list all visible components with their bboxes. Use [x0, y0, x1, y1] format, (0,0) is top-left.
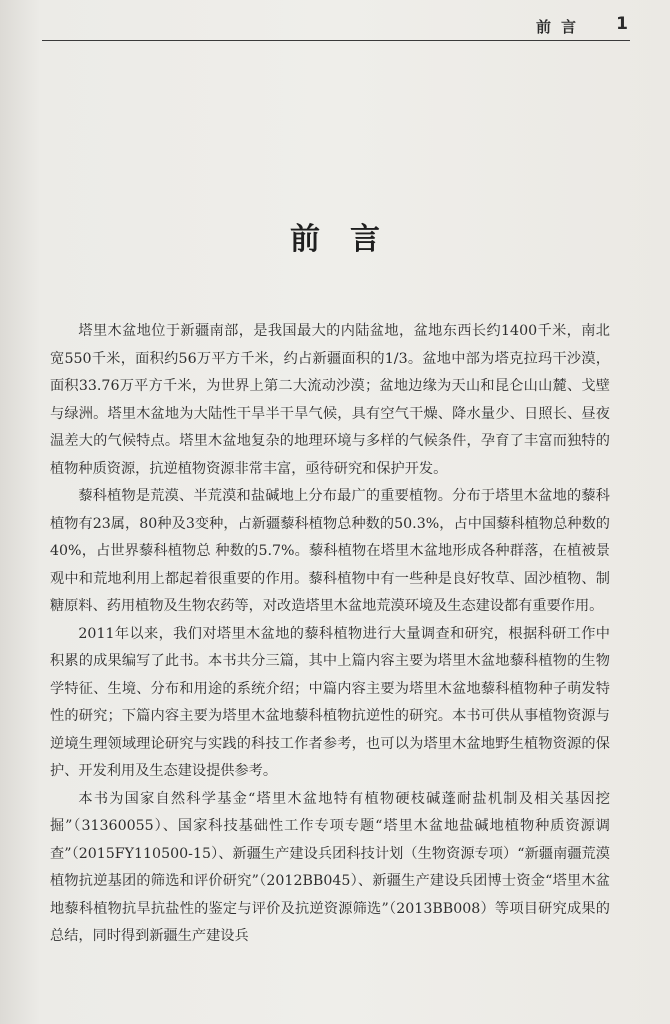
paragraph-4: 本书为国家自然科学基金“塔里木盆地特有植物硬枝碱蓬耐盐机制及相关基因挖掘”（31360055）、国家科技基础性工作专项专题“塔里木盆地盐碱地植物种质资源调查”（2015FY110500-15）、新疆生产建设兵团科技计划（生物资源专项）“新疆南疆荒漠植物抗逆基团的筛选和评价研究”（2012BB045）、新疆生产建设兵团博士资金“塔里木盆地藜科植物抗旱抗盐性的鉴定与评价及抗逆资源筛选”（2013BB008）等项目研究成果的总结，同时得到新疆生产建设兵	[50, 790, 610, 944]
chapter-title: 前言	[290, 222, 410, 257]
running-title: 前言	[535, 18, 586, 36]
paragraph-3: 2011年以来，我们对塔里木盆地的藜科植物进行大量调查和研究，根据科研工作中积累的成果编写了此书。本书共分三篇，其中上篇内容主要为塔里木盆地藜科植物的生物学特征、生境、分布和用途的系统介绍；中篇内容主要为塔里木盆地藜科植物种子萌发特性的研究；下篇内容主要为塔里木盆地藜科植物抗逆性的研究。本书可供从事植物资源与逆境生理领域理论研究与实践的科技工作者参考，也可以为塔里木盆地野生植物资源的保护、开发利用及生态建设提供参考。	[50, 625, 610, 779]
paragraph-1: 塔里木盆地位于新疆南部，是我国最大的内陆盆地，盆地东西长约1400千米，南北宽550千米，面积约56万平方千米，约占新疆面积的1/3。盆地中部为塔克拉玛干沙漠，面积33.76万平方千米，为世界上第二大流动沙漠；盆地边缘为天山和昆仑山山麓、戈壁与绿洲。塔里木盆地为大陆性干旱半干旱气候，具有空气干燥、降水量少、日照长、昼夜温差大的气候特点。塔里木盆地复杂的地理环境与多样的气候条件，孕育了丰富而独特的植物种质资源，抗逆植物资源非常丰富，亟待研究和保护开发。	[50, 323, 610, 477]
body-text	[50, 318, 610, 951]
running-header	[42, 14, 630, 41]
paragraph-2: 藜科植物是荒漠、半荒漠和盐碱地上分布最广的重要植物。分布于塔里木盆地的藜科植物有23属，80种及3变种，占新疆藜科植物总种数的50.3%，占中国藜科植物总种数的40%，占世界藜科植物总 种数的5.7%。藜科植物在塔里木盆地形成各种群落，在植被景观中和荒地利用上都起着很重要的作用。藜科植物中有一些种是良好牧草、固沙植物、制糖原料、药用植物及生物农药等，对改造塔里木盆地荒漠环境及生态建设都有重要作用。	[50, 488, 610, 614]
page-number: 1	[616, 14, 628, 34]
